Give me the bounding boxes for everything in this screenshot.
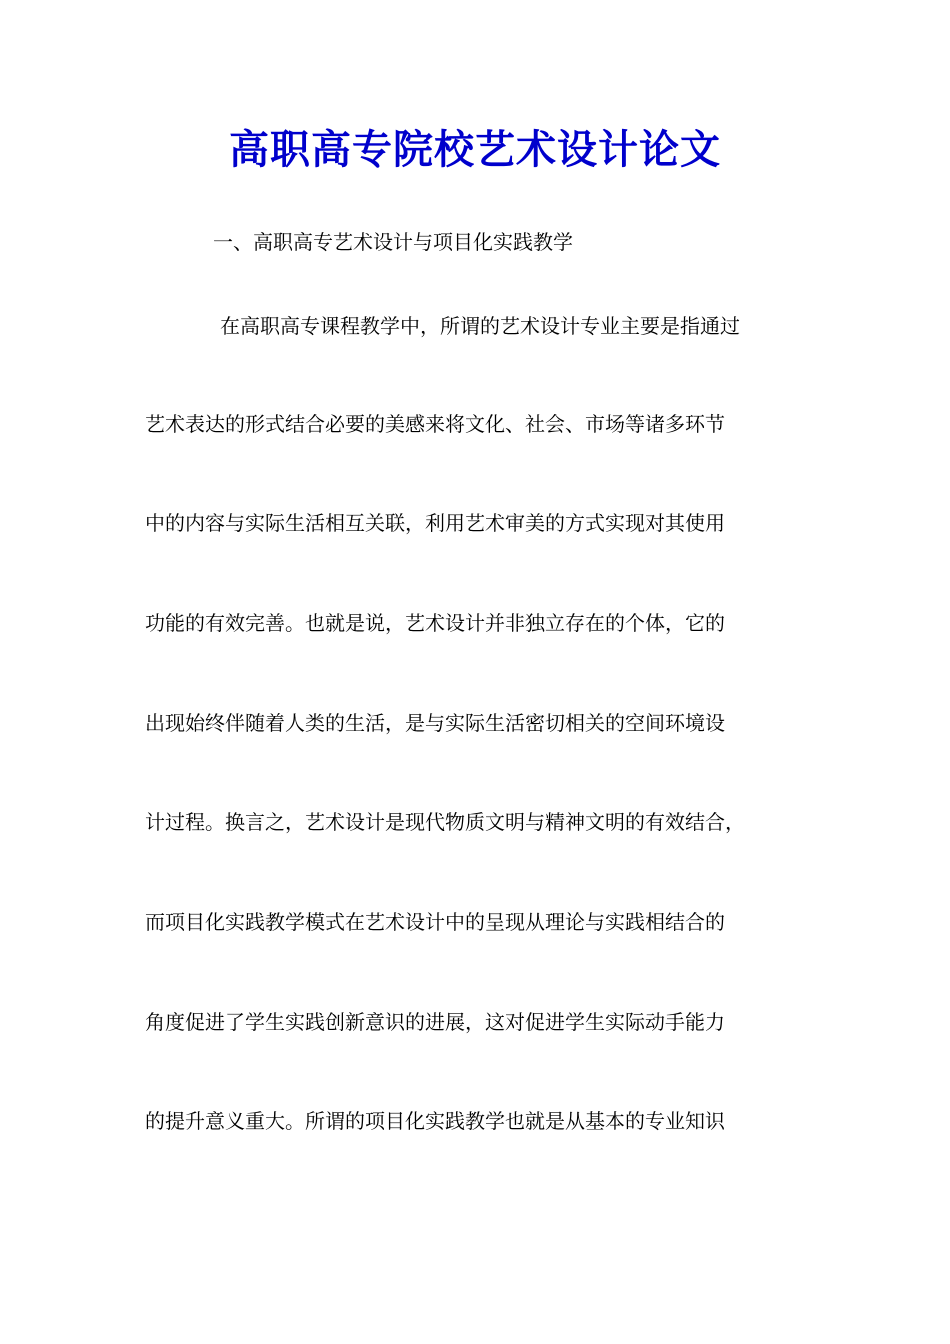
body-line: 计过程。换言之，艺术设计是现代物质文明与精神文明的有效结合，	[145, 810, 745, 834]
body-line: 中的内容与实际生活相互关联，利用艺术审美的方式实现对其使用	[145, 511, 725, 535]
body-line: 的提升意义重大。所谓的项目化实践教学也就是从基本的专业知识	[145, 1109, 725, 1133]
body-line: 出现始终伴随着人类的生活，是与实际生活密切相关的空间环境设	[145, 711, 725, 735]
section-heading: 一、高职高专艺术设计与项目化实践教学	[213, 230, 573, 254]
body-line: 艺术表达的形式结合必要的美感来将文化、社会、市场等诸多环节	[145, 412, 725, 436]
body-line: 在高职高专课程教学中，所谓的艺术设计专业主要是指通过	[220, 314, 740, 338]
document-title: 高职高专院校艺术设计论文	[229, 126, 721, 173]
body-line: 角度促进了学生实践创新意识的进展，这对促进学生实际动手能力	[145, 1010, 725, 1034]
body-line: 而项目化实践教学模式在艺术设计中的呈现从理论与实践相结合的	[145, 910, 725, 934]
body-line: 功能的有效完善。也就是说，艺术设计并非独立存在的个体，它的	[145, 611, 725, 635]
